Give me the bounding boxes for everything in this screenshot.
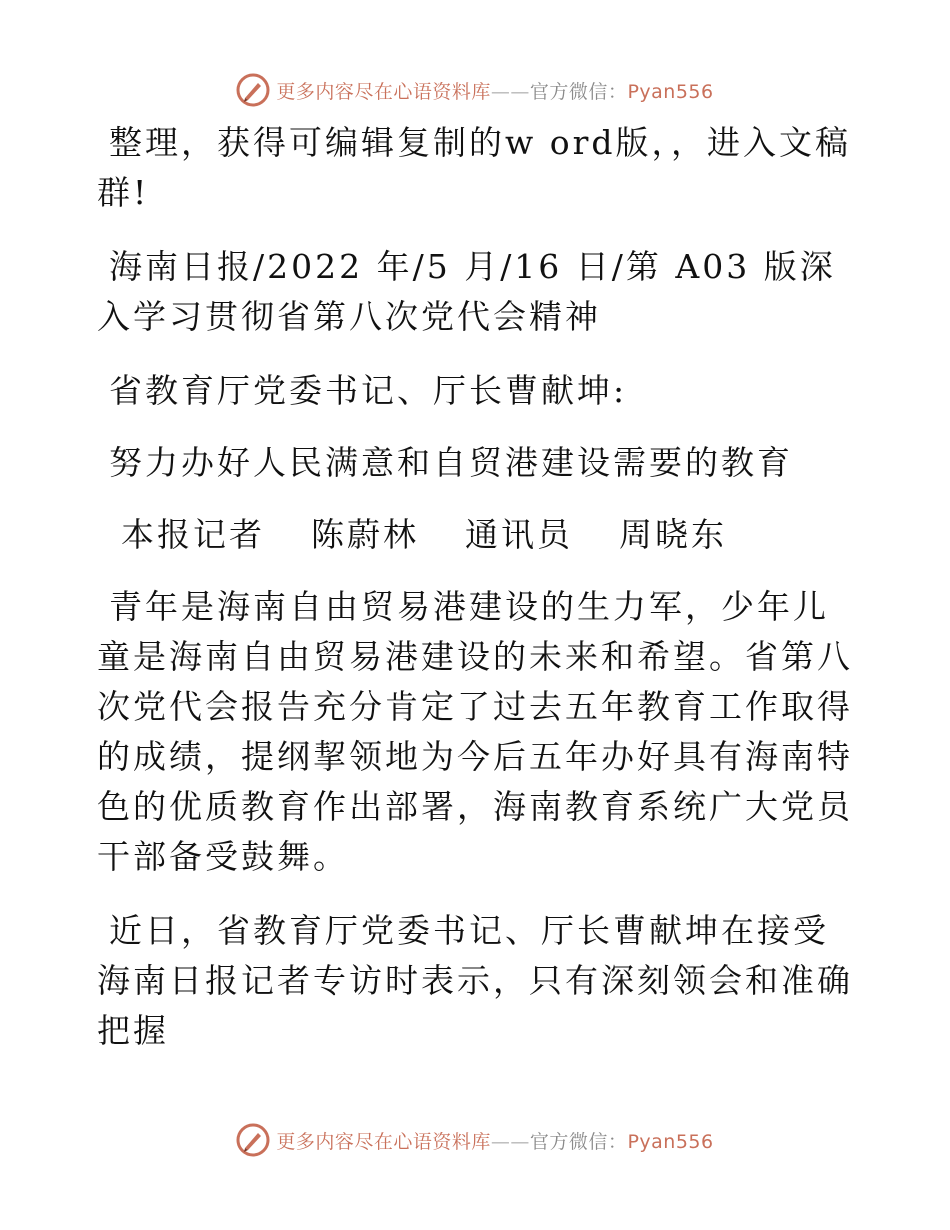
footer-banner bbox=[0, 1120, 950, 1160]
header-banner-text bbox=[276, 77, 713, 104]
banner-dash: —— bbox=[490, 1130, 530, 1153]
wechat-label: 官方微信： bbox=[529, 1130, 628, 1153]
footer-banner-text bbox=[276, 1127, 713, 1154]
reporter-name: 陈蔚林 bbox=[311, 515, 419, 554]
byline bbox=[97, 510, 857, 560]
correspondent-name: 周晓东 bbox=[619, 515, 727, 554]
speaker-line: 省教育厅党委书记、厅长曹献坤: bbox=[109, 371, 628, 410]
paragraph-1: 青年是海南自由贸易港建设的生力军，少年儿童是海南自由贸易港建设的未来和希望。省第八次党代会报告充分肯定了过去五年教育工作取得的成绩，提纲挈领地为今后五年办好具有海南特色的优质教育作出部署，海南教育系统广大党员干部备受鼓舞。 bbox=[97, 587, 853, 876]
source-line: 海南日报/2022 年/5 月/16 日/第 A03 版深入学习贯彻省第八次党代会精神 bbox=[97, 247, 836, 336]
reporter-label: 本报记者 bbox=[121, 515, 265, 554]
site-text: 更多内容尽在心语资料库 bbox=[276, 80, 491, 103]
wechat-label: 官方微信： bbox=[529, 80, 628, 103]
header-banner bbox=[0, 70, 950, 110]
pen-logo-icon bbox=[236, 73, 270, 107]
wechat-id: Pyan556 bbox=[627, 1130, 714, 1153]
article-headline: 努力办好人民满意和自贸港建设需要的教育 bbox=[109, 443, 793, 482]
paragraph-2: 近日，省教育厅党委书记、厅长曹献坤在接受海南日报记者专访时表示，只有深刻领会和准确把握 bbox=[97, 911, 853, 1050]
article-body bbox=[97, 118, 857, 1080]
site-text: 更多内容尽在心语资料库 bbox=[276, 1130, 491, 1153]
pen-logo-icon bbox=[236, 1123, 270, 1157]
intro-text: 整理，获得可编辑复制的w ord版，，进入文稿群! bbox=[97, 123, 852, 212]
correspondent-label: 通讯员 bbox=[465, 515, 573, 554]
wechat-id: Pyan556 bbox=[627, 80, 714, 103]
banner-dash: —— bbox=[490, 80, 530, 103]
